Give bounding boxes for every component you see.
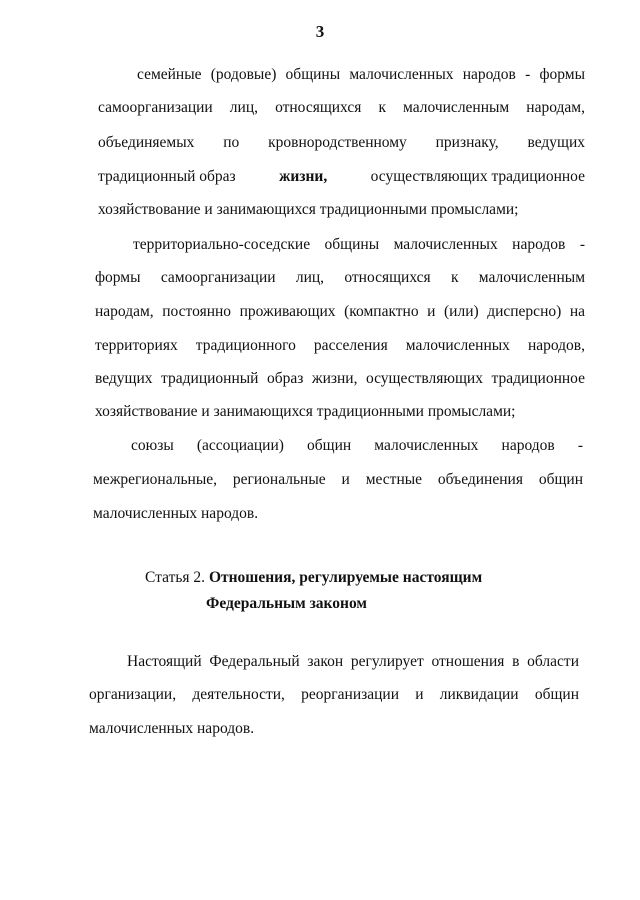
page-number: 3	[315, 22, 325, 41]
p1-line-4-a: традиционный образ	[98, 168, 236, 185]
p2-line-2: формы самоорганизации лиц, относящихся к малочисленным	[95, 269, 585, 286]
p4-line-1: Настоящий Федеральный закон регулирует отношения в области	[127, 653, 579, 670]
p1-line-5: хозяйствование и занимающихся традиционными промыслами;	[98, 201, 519, 218]
p3-line-1: союзы (ассоциации) общин малочисленных народов -	[131, 437, 583, 454]
p1-line-2: самоорганизации лиц, относящихся к малочисленным народам,	[98, 99, 585, 116]
article-title-line-1: Отношения, регулируемые настоящим	[208, 569, 483, 586]
article-heading-line-1	[145, 569, 482, 587]
p1-line-1: семейные (родовые) общины малочисленных народов - формы	[137, 66, 585, 83]
p2-line-4: территориях традиционного расселения малочисленных народов,	[95, 337, 585, 354]
p2-line-6: хозяйствование и занимающихся традиционными промыслами;	[95, 403, 516, 420]
p4-line-3: малочисленных народов.	[89, 720, 255, 737]
article-prefix: Статья 2.	[145, 569, 206, 586]
p2-line-3: народам, постоянно проживающих (компактно и (или) дисперсно) на	[95, 303, 585, 320]
p1-line-4-c: осуществляющих традиционное	[370, 168, 585, 185]
article-title-line-2: Федеральным законом	[206, 595, 367, 612]
p1-line-4-bold-word: жизни,	[279, 168, 328, 185]
p4-line-2: организации, деятельности, реорганизации и ликвидации общин	[89, 686, 579, 703]
p2-line-1: территориально-соседские общины малочисленных народов -	[133, 236, 585, 253]
p3-line-3: малочисленных народов.	[93, 505, 259, 522]
p2-line-5: ведущих традиционный образ жизни, осуществляющих традиционное	[95, 370, 585, 387]
p1-line-3: объединяемых по кровнородственному признаку, ведущих	[98, 134, 585, 151]
p3-line-2: межрегиональные, региональные и местные объединения общин	[93, 471, 583, 488]
p1-line-4	[98, 168, 585, 186]
